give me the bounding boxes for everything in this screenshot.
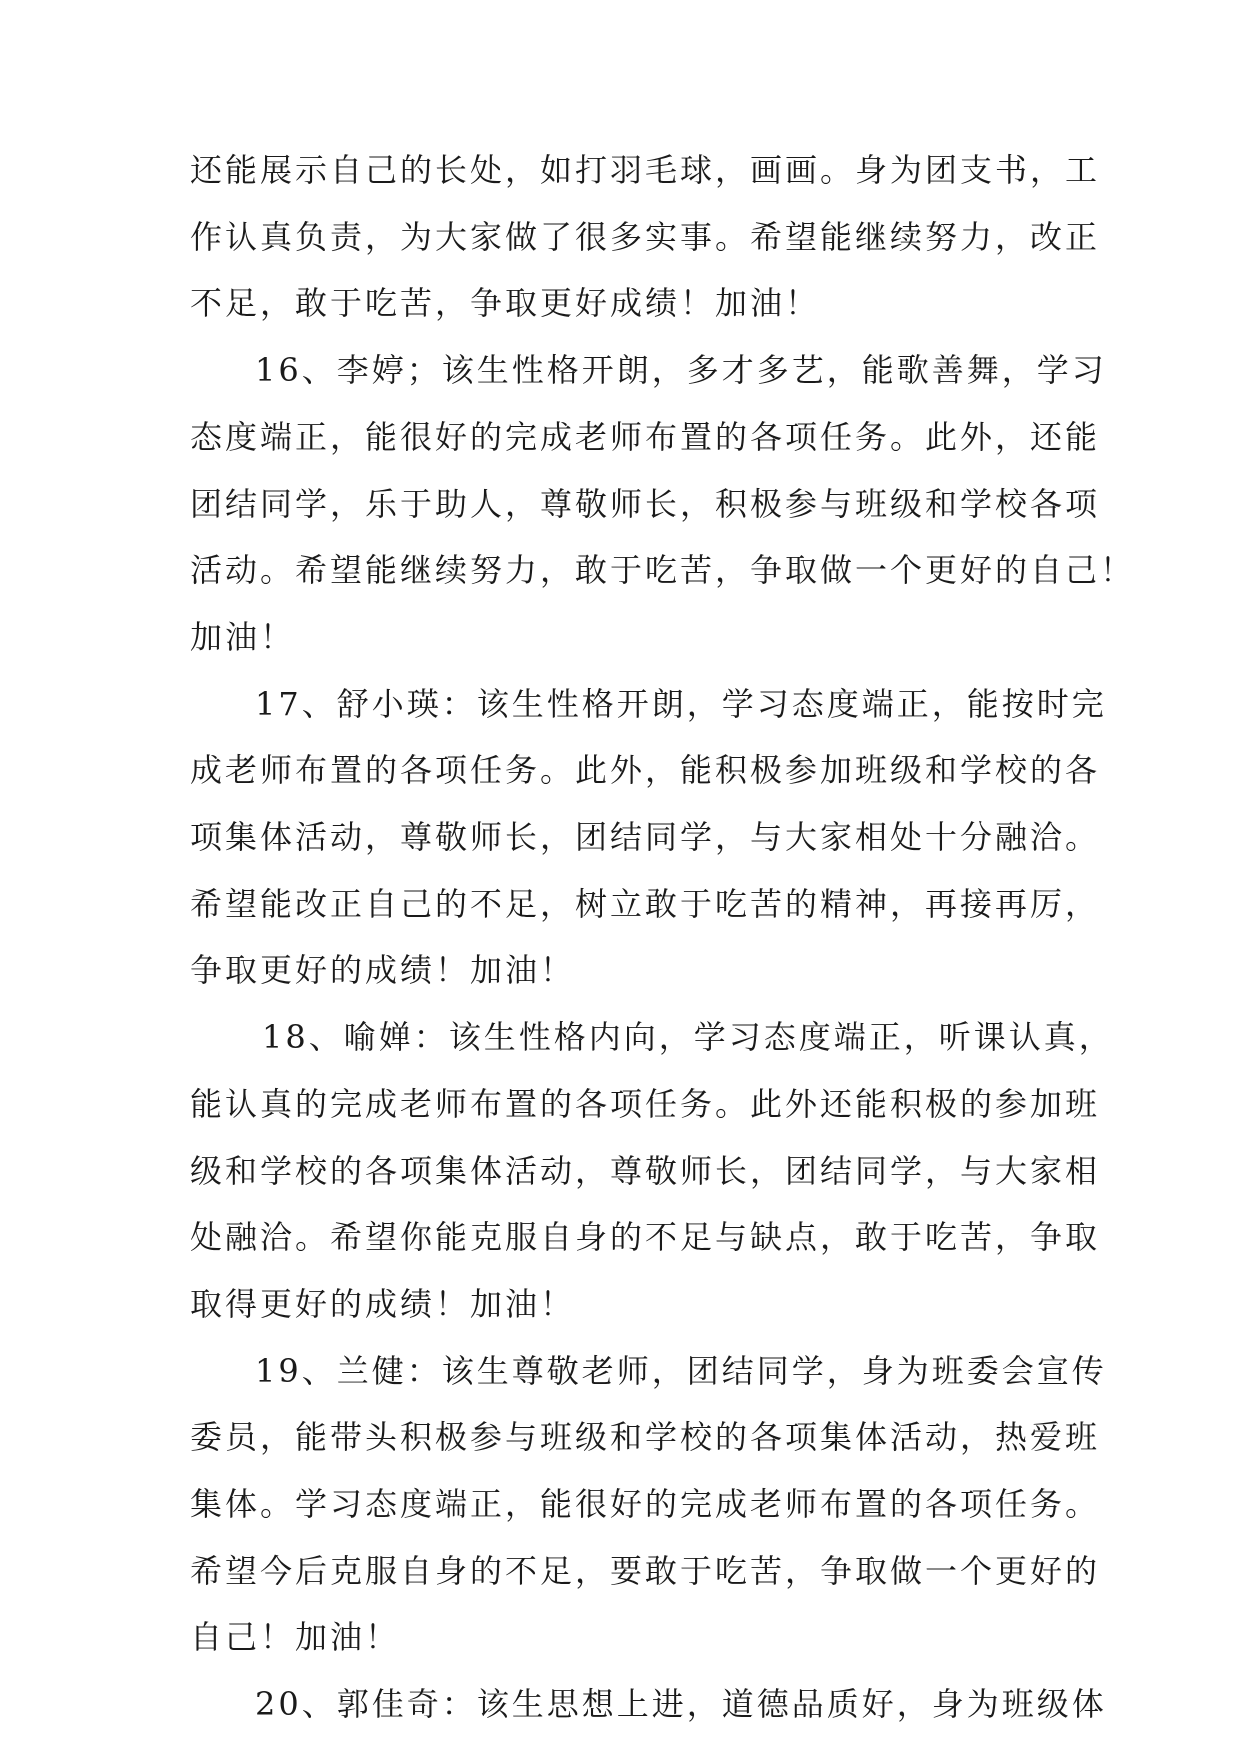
paragraph-16-start: 16、李婷；该生性格开朗，多才多艺，能歌善舞，学习	[255, 351, 1107, 389]
text-line: 级和学校的各项集体活动，尊敬师长，团结同学，与大家相	[190, 1152, 1101, 1190]
text-line: 活动。希望能继续努力，敢于吃苦，争取做一个更好的自己！	[190, 551, 1136, 589]
text-line: 不足，敢于吃苦，争取更好成绩！加油！	[190, 284, 821, 322]
text-line: 成老师布置的各项任务。此外，能积极参加班级和学校的各	[190, 751, 1101, 789]
text-line: 集体。学习态度端正，能很好的完成老师布置的各项任务。	[190, 1485, 1101, 1523]
text-line: 还能展示自己的长处，如打羽毛球，画画。身为团支书，工	[190, 151, 1101, 189]
paragraph-19-start: 19、兰健：该生尊敬老师，团结同学，身为班委会宣传	[255, 1352, 1107, 1390]
text-line: 处融洽。希望你能克服自身的不足与缺点，敢于吃苦，争取	[190, 1218, 1101, 1256]
text-line: 自己！加油！	[190, 1618, 401, 1656]
text-line: 能认真的完成老师布置的各项任务。此外还能积极的参加班	[190, 1085, 1101, 1123]
text-line: 项集体活动，尊敬师长，团结同学，与大家相处十分融洽。	[190, 818, 1101, 856]
paragraph-17-start: 17、舒小瑛：该生性格开朗，学习态度端正，能按时完	[255, 685, 1107, 723]
text-line: 希望今后克服自身的不足，要敢于吃苦，争取做一个更好的	[190, 1552, 1101, 1590]
text-line: 委员，能带头积极参与班级和学校的各项集体活动，热爱班	[190, 1418, 1101, 1456]
paragraph-18-start: 18、喻婵：该生性格内向，学习态度端正，听课认真，	[262, 1018, 1114, 1056]
text-line: 团结同学，乐于助人，尊敬师长，积极参与班级和学校各项	[190, 485, 1101, 523]
text-line: 希望能改正自己的不足，树立敢于吃苦的精神，再接再厉，	[190, 885, 1101, 923]
text-line: 取得更好的成绩！加油！	[190, 1285, 576, 1323]
text-line: 态度端正，能很好的完成老师布置的各项任务。此外，还能	[190, 418, 1101, 456]
text-line: 加油！	[190, 618, 296, 656]
paragraph-20-start: 20、郭佳奇：该生思想上进，道德品质好，身为班级体	[255, 1685, 1107, 1723]
text-line: 争取更好的成绩！加油！	[190, 951, 576, 989]
text-line: 作认真负责，为大家做了很多实事。希望能继续努力，改正	[190, 218, 1101, 256]
